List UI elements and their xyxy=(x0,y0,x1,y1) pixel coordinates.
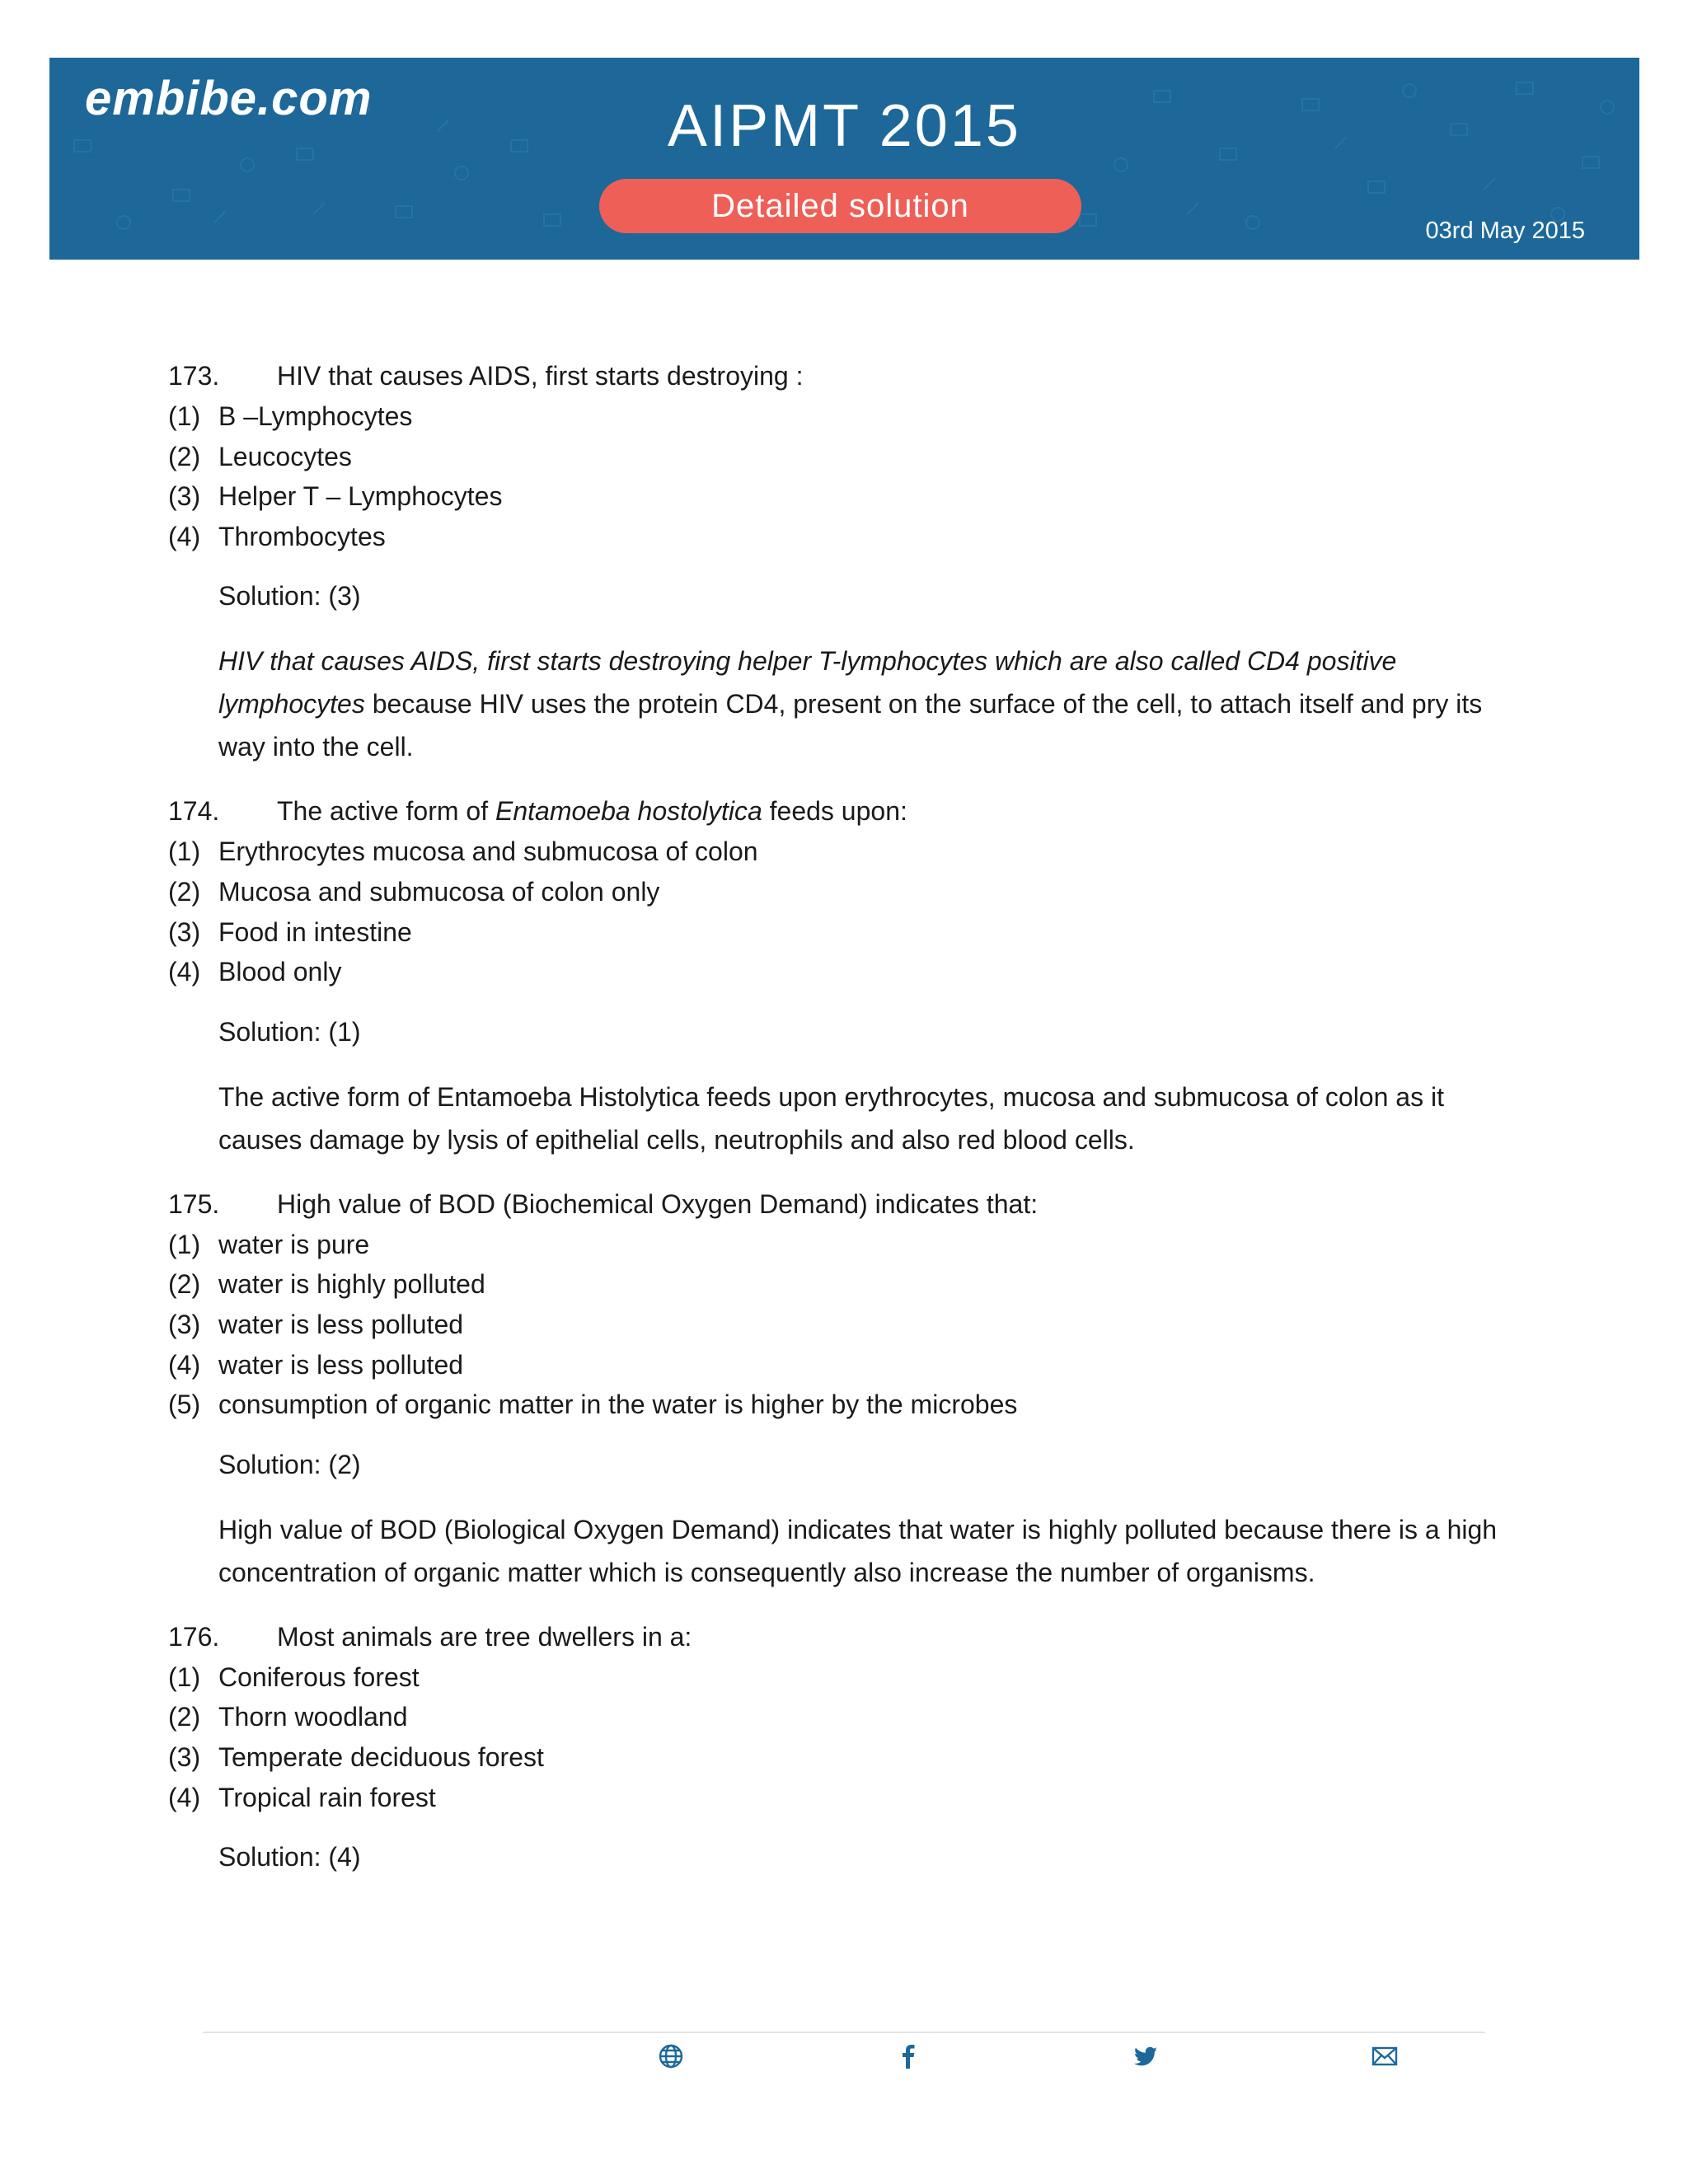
question-stem xyxy=(168,1184,1512,1225)
option-item xyxy=(168,872,1512,912)
option-item xyxy=(168,1264,1512,1305)
option-item xyxy=(168,1385,1512,1425)
option-item xyxy=(168,1657,1512,1698)
option-number: (3) xyxy=(168,916,201,947)
option-text: Leucocytes xyxy=(218,441,352,471)
option-text: water is less polluted xyxy=(218,1309,464,1339)
header-banner xyxy=(49,58,1639,260)
exam-title: AIPMT 2015 xyxy=(668,93,1021,159)
option-number: (2) xyxy=(168,1702,201,1732)
mail-icon[interactable] xyxy=(1371,2042,1399,2070)
option-number: (5) xyxy=(168,1390,201,1420)
solution-label: Solution: (4) xyxy=(218,1842,361,1872)
option-item xyxy=(168,437,1512,477)
option-number: (2) xyxy=(168,441,201,471)
question-175 xyxy=(168,1184,1512,1594)
question-text-end: feeds upon: xyxy=(762,796,907,827)
option-text: Tropical rain forest xyxy=(218,1782,436,1812)
option-number: (1) xyxy=(168,1229,201,1259)
option-item xyxy=(168,1697,1512,1737)
option-item xyxy=(168,396,1512,437)
option-number: (4) xyxy=(168,1782,201,1812)
option-number: (2) xyxy=(168,1269,201,1300)
option-text: Helper T – Lymphocytes xyxy=(218,481,503,512)
option-item xyxy=(168,517,1512,557)
option-text: consumption of organic matter in the water is higher by the microbes xyxy=(218,1390,1018,1420)
option-item xyxy=(168,952,1512,992)
option-number: (4) xyxy=(168,957,201,987)
option-text: Food in intestine xyxy=(218,916,412,947)
brand-logo[interactable]: embibe.com xyxy=(85,72,373,125)
option-text: water is highly polluted xyxy=(218,1269,485,1300)
option-text: water is less polluted xyxy=(218,1349,464,1380)
question-174 xyxy=(168,791,1512,1160)
option-text: Erythrocytes mucosa and submucosa of colon xyxy=(218,837,758,867)
option-number: (4) xyxy=(168,521,201,551)
option-item xyxy=(168,1737,1512,1778)
twitter-icon[interactable] xyxy=(1132,2042,1160,2070)
solution-label: Solution: (1) xyxy=(218,1016,361,1047)
question-stem xyxy=(168,356,1512,396)
option-number: (3) xyxy=(168,1309,201,1339)
solution-label: Solution: (2) xyxy=(218,1449,361,1479)
option-number: (4) xyxy=(168,1349,201,1380)
option-number: (2) xyxy=(168,876,201,907)
option-text: water is pure xyxy=(218,1229,370,1259)
question-text-italic: Entamoeba hostolytica xyxy=(495,796,762,827)
option-number: (3) xyxy=(168,481,201,512)
option-text: Temperate deciduous forest xyxy=(218,1741,544,1772)
explanation-italic: HIV that causes AIDS, first starts destroying helper T-lymphocytes which are also called CD4 positive lymphocytes xyxy=(218,646,1397,719)
question-176 xyxy=(168,1617,1512,1877)
solutions-content xyxy=(168,356,1512,1900)
option-number: (1) xyxy=(168,1661,201,1692)
option-text: Thorn woodland xyxy=(218,1702,408,1732)
option-item xyxy=(168,1225,1512,1265)
question-text: HIV that causes AIDS, first starts destroying : xyxy=(277,361,804,391)
question-stem xyxy=(168,1617,1512,1657)
option-number: (1) xyxy=(168,401,201,431)
option-text: Blood only xyxy=(218,957,342,987)
question-173 xyxy=(168,356,1512,768)
globe-icon[interactable] xyxy=(657,2042,685,2070)
question-number: 174. xyxy=(168,796,220,827)
option-item xyxy=(168,832,1512,872)
option-number: (3) xyxy=(168,1741,201,1772)
option-text: Coniferous forest xyxy=(218,1661,420,1692)
question-text: High value of BOD (Biochemical Oxygen Demand) indicates that: xyxy=(277,1188,1039,1219)
facebook-icon[interactable] xyxy=(894,2042,922,2070)
solution-label: Solution: (3) xyxy=(218,581,361,612)
option-number: (1) xyxy=(168,837,201,867)
detailed-solution-badge: Detailed solution xyxy=(599,179,1081,233)
footer-divider xyxy=(203,2032,1485,2033)
question-number: 176. xyxy=(168,1621,220,1652)
question-text: The active form of xyxy=(277,796,495,827)
question-number: 173. xyxy=(168,361,220,391)
option-item xyxy=(168,1305,1512,1345)
option-text: Thrombocytes xyxy=(218,521,386,551)
explanation-text: because HIV uses the protein CD4, present on the surface of the cell, to attach itself and pry its way into the cell. xyxy=(218,689,1483,762)
question-number: 175. xyxy=(168,1188,220,1219)
question-text: Most animals are tree dwellers in a: xyxy=(277,1621,692,1652)
option-text: B –Lymphocytes xyxy=(218,401,413,431)
question-stem xyxy=(168,791,1512,832)
solution-explanation: High value of BOD (Biological Oxygen Demand) indicates that water is highly polluted because there is a high concentration of organic matter which is consequently also increase the number of organisms. xyxy=(218,1514,1498,1587)
option-item xyxy=(168,912,1512,953)
solution-explanation xyxy=(218,640,1512,768)
option-item xyxy=(168,1778,1512,1818)
exam-date: 03rd May 2015 xyxy=(1425,218,1585,244)
option-item xyxy=(168,1345,1512,1385)
solution-explanation: The active form of Entamoeba Histolytica feeds upon erythrocytes, mucosa and submucosa of colon as it causes damage by lysis of epithelial cells, neutrophils and also red blood cells. xyxy=(218,1081,1444,1155)
option-text: Mucosa and submucosa of colon only xyxy=(218,876,660,907)
option-item xyxy=(168,476,1512,517)
